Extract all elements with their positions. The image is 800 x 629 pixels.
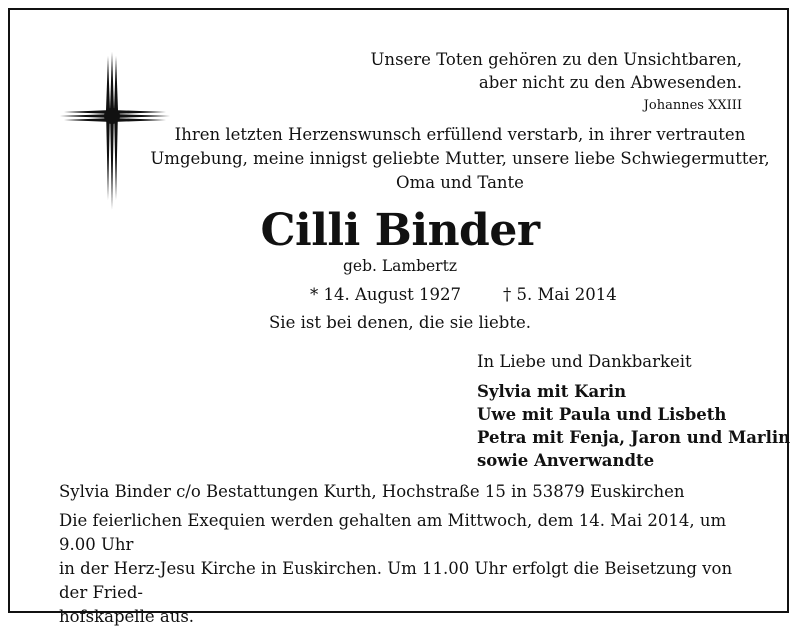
maiden-name: geb. Lambertz bbox=[342, 257, 457, 275]
mourner-4: sowie Anverwandte bbox=[477, 451, 655, 470]
mourners-heading: In Liebe und Dankbarkeit bbox=[477, 352, 692, 371]
service-line-3: hofskapelle aus. bbox=[59, 607, 195, 626]
service-line-1: Die feierlichen Exequien werden gehalten am Mittwoch, dem 14. Mai 2014, um 9.00 Uhr bbox=[59, 511, 727, 554]
service-details bbox=[59, 509, 759, 629]
quote-line-2: aber nicht zu den Abwesenden. bbox=[478, 73, 742, 92]
motto: Sie ist bei denen, die sie liebte. bbox=[268, 313, 532, 332]
intro-text bbox=[150, 123, 770, 195]
death-date: † 5. Mai 2014 bbox=[503, 285, 617, 304]
quote-line-1: Unsere Toten gehören zu den Unsichtbaren, bbox=[370, 50, 742, 69]
mourner-2: Uwe mit Paula und Lisbeth bbox=[477, 405, 727, 424]
quote-author: Johannes XXIII bbox=[643, 98, 742, 113]
contact-address: Sylvia Binder c/o Bestattungen Kurth, Hochstraße 15 in 53879 Euskirchen bbox=[59, 482, 685, 501]
mourner-3: Petra mit Fenja, Jaron und Marlin bbox=[477, 428, 791, 447]
service-line-2: in der Herz-Jesu Kirche in Euskirchen. Um 11.00 Uhr erfolgt die Beisetzung von der Fried- bbox=[59, 559, 733, 602]
intro-line-2: Umgebung, meine innigst geliebte Mutter, unsere liebe Schwiegermutter, bbox=[150, 149, 770, 168]
birth-date: * 14. August 1927 bbox=[310, 285, 462, 304]
deceased-name: Cilli Binder bbox=[260, 205, 540, 256]
mourner-1: Sylvia mit Karin bbox=[477, 382, 627, 401]
intro-line-1: Ihren letzten Herzenswunsch erfüllend verstarb, in ihrer vertrauten bbox=[174, 125, 746, 144]
intro-line-3: Oma und Tante bbox=[396, 173, 524, 192]
